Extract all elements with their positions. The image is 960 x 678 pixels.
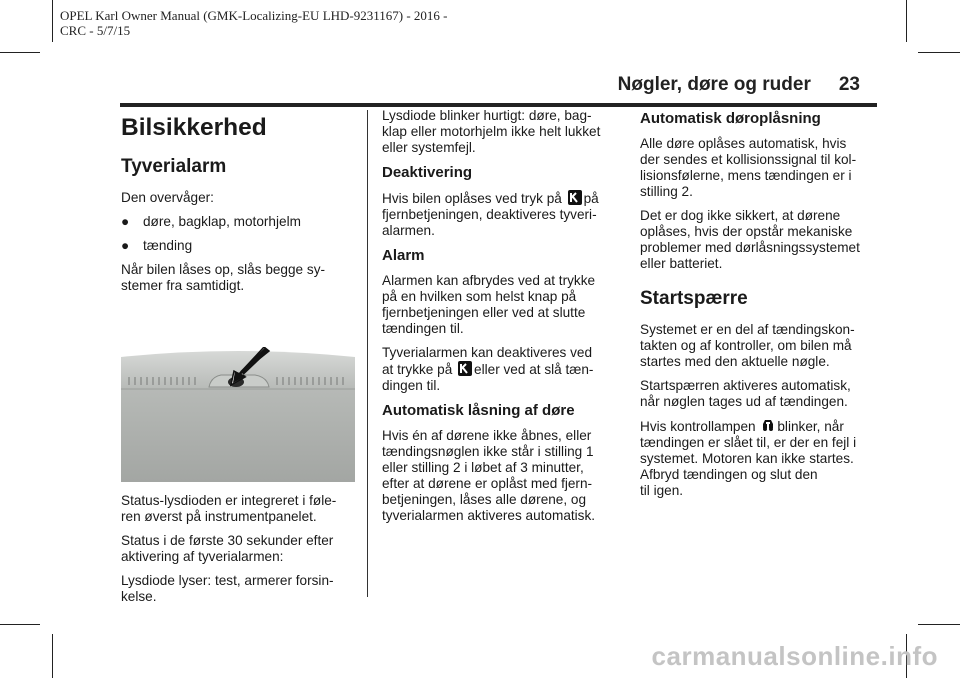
page-number: 23 (838, 74, 860, 95)
caption (121, 493, 359, 525)
header-rule (120, 103, 877, 107)
paragraph (121, 573, 359, 605)
column-divider (367, 110, 368, 597)
text-line: ren øverst på instrumentpanelet. (121, 509, 317, 524)
text-line: problemer med dørlåsningssystemet (640, 240, 860, 255)
paragraph (640, 418, 885, 499)
text-line: systemet. Motoren kan ikke startes. (640, 451, 854, 466)
immobilizer-lamp-icon (761, 418, 775, 433)
text-line: eller stilling 2 i løbet af 3 minutter, (382, 460, 584, 475)
text-line: Alle døre oplåses automatisk, hvis (640, 136, 847, 151)
list-item (121, 214, 359, 230)
paragraph (640, 208, 885, 272)
paragraph (382, 190, 620, 239)
text-line: oplåses, hvis der opstår mekaniske (640, 224, 853, 239)
text-line: Hvis kontrollampen (640, 419, 756, 434)
crop-mark (918, 624, 960, 625)
paragraph (121, 533, 359, 565)
heading-alarm: Alarm (382, 247, 425, 264)
text-line: klap eller motorhjelm ikke helt lukket (382, 124, 601, 139)
text-line: fjernbetjeningen, deaktiveres tyveri- (382, 207, 597, 222)
paragraph (382, 273, 620, 337)
text-line: Lysdiode lyser: test, armerer forsin- (121, 573, 334, 588)
paragraph (382, 428, 620, 524)
text-line: eller ved at slå tæn- (474, 362, 594, 377)
text-line: Alarmen kan afbrydes ved at trykke (382, 273, 596, 288)
text-line: til igen. (640, 483, 684, 498)
text-line: takten og af kontroller, om bilen må (640, 338, 852, 353)
column-1-lower (121, 493, 359, 613)
key-unlock-icon (568, 190, 582, 205)
text-line: stemer fra samtidigt. (121, 278, 245, 293)
text-line: Hvis én af dørene ikke åbnes, eller (382, 428, 592, 443)
text-line: alarmen. (382, 223, 435, 238)
paragraph (640, 322, 885, 370)
heading-startspaerre: Startspærre (640, 288, 748, 309)
print-header-line2: CRC - 5/7/15 (60, 23, 131, 38)
crop-mark (918, 52, 960, 53)
crop-mark (906, 0, 907, 42)
text-line: der sendes et kollisionssignal til kol- (640, 152, 857, 167)
crop-mark (0, 624, 40, 625)
text-line: aktivering af tyverialarmen: (121, 549, 284, 564)
text-line: Status-lysdioden er integreret i føle- (121, 493, 337, 508)
text-line: tændingsnøglen ikke står i stilling 1 (382, 444, 594, 459)
running-head-title: Nøgler, døre og ruder (617, 74, 811, 95)
heading-bilsikkerhed: Bilsikkerhed (121, 114, 267, 141)
watermark: carmanualsonline.info (651, 641, 938, 671)
text-line: på en hvilken som helst knap på (382, 289, 577, 304)
list-item-text: tænding (143, 238, 193, 253)
column-3 (640, 108, 885, 507)
text-line: Afbryd tændingen og slut den (640, 467, 818, 482)
print-header (60, 8, 448, 38)
text-line: lisionsfølerne, mens tændingen er i (640, 168, 852, 183)
paragraph (640, 136, 885, 200)
text-line: Hvis bilen oplåses ved tryk på (382, 191, 562, 206)
paragraph (382, 345, 620, 394)
text-line: stilling 2. (640, 184, 693, 199)
heading-automatisk-laasning: Automatisk låsning af døre (382, 402, 575, 419)
paragraph: Den overvåger: (121, 190, 214, 205)
text-line: dingen til. (382, 378, 441, 393)
heading-deaktivering: Deaktivering (382, 164, 473, 181)
list-item (121, 238, 359, 254)
crop-mark (52, 0, 53, 42)
print-header-line1: OPEL Karl Owner Manual (GMK-Localizing-EU LHD-9231167) - 2016 - (60, 8, 448, 23)
column-1 (121, 108, 359, 302)
text-line: eller systemfejl. (382, 140, 476, 155)
paragraph (121, 262, 359, 294)
paragraph (640, 378, 885, 410)
text-line: når nøglen tages ud af tændingen. (640, 394, 848, 409)
text-line: Lysdiode blinker hurtigt: døre, bag- (382, 108, 592, 123)
text-line: Startspærren aktiveres automatisk, (640, 378, 851, 393)
text-line: kelse. (121, 589, 157, 604)
key-unlock-icon (458, 361, 472, 376)
running-head (618, 74, 860, 96)
text-line: tyverialarmen aktiveres automatisk. (382, 508, 596, 523)
text-line: Status i de første 30 sekunder efter (121, 533, 334, 548)
list-item-text: døre, bagklap, motorhjelm (143, 214, 301, 229)
text-line: efter at dørene er oplåst med fjern- (382, 476, 593, 491)
text-line: på (583, 191, 599, 206)
paragraph (382, 108, 620, 156)
text-line: Det er dog ikke sikkert, at dørene (640, 208, 841, 223)
text-line: at trykke på (382, 362, 453, 377)
crop-mark (0, 52, 40, 53)
text-line: fjernbetjeningen eller ved at slutte (382, 305, 586, 320)
text-line: Systemet er en del af tændingskon- (640, 322, 855, 337)
bullet: ● (121, 238, 130, 253)
text-line: Når bilen låses op, slås begge sy- (121, 262, 326, 277)
text-line: eller batteriet. (640, 256, 723, 271)
bullet: ● (121, 214, 130, 229)
text-line: betjeningen, låses alle dørene, og (382, 492, 587, 507)
heading-automatisk-doroplasning: Automatisk døroplåsning (640, 110, 821, 127)
heading-tyverialarm: Tyverialarm (121, 156, 227, 177)
instrument-panel-photo (121, 347, 355, 482)
text-line: tændingen til. (382, 321, 464, 336)
crop-mark (52, 634, 53, 678)
text-line: Tyverialarmen kan deaktiveres ved (382, 345, 593, 360)
text-line: startes med den aktuelle nøgle. (640, 354, 830, 369)
text-line: tændingen er slået til, er der en fejl i (640, 435, 857, 450)
text-line: blinker, når (777, 419, 844, 434)
column-2 (382, 108, 620, 532)
